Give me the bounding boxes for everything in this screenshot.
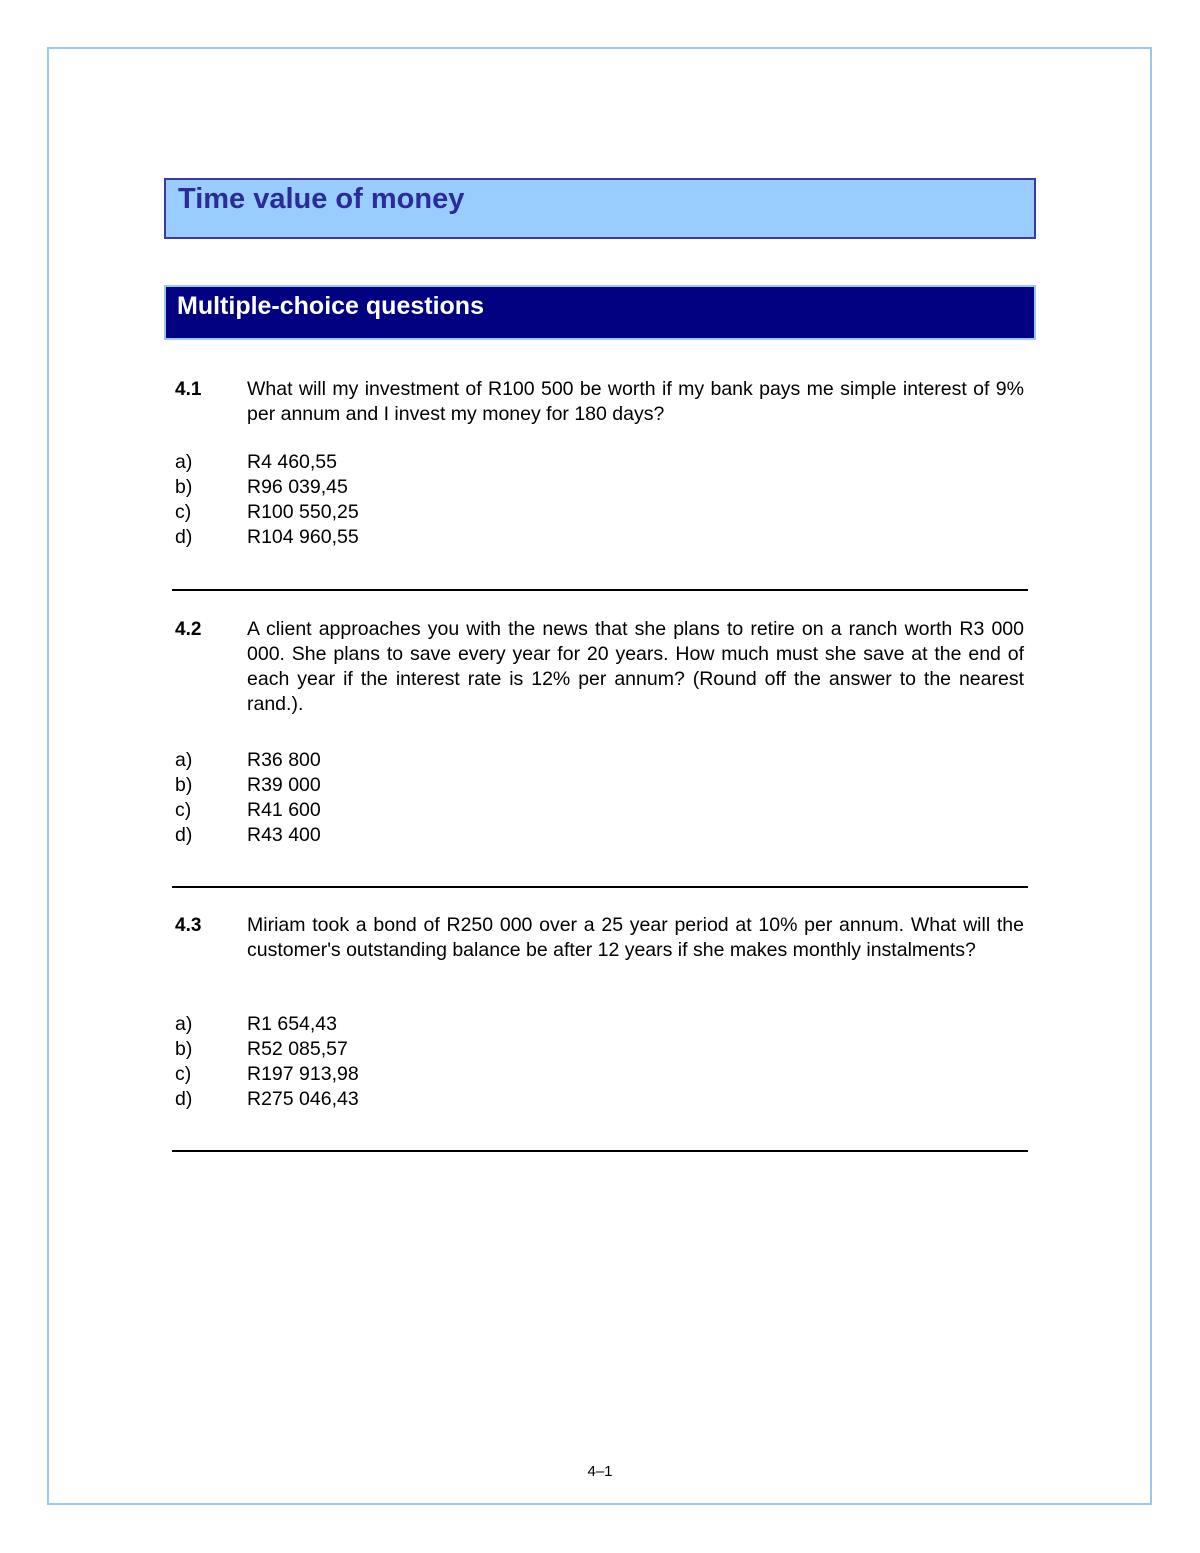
option-value: R36 800 — [247, 749, 321, 771]
answer-option — [173, 500, 773, 525]
question-divider — [172, 1150, 1028, 1152]
option-letter: c) — [175, 1063, 192, 1085]
answer-option — [173, 450, 773, 475]
question-divider — [172, 589, 1028, 591]
option-letter: a) — [175, 1013, 193, 1035]
question-number: 4.2 — [175, 619, 202, 640]
answer-option — [173, 823, 773, 848]
answer-options — [173, 450, 773, 550]
answer-options — [173, 748, 773, 848]
option-value: R197 913,98 — [247, 1063, 359, 1085]
option-value: R39 000 — [247, 774, 321, 796]
page-title: Time value of money — [178, 183, 465, 215]
option-value: R1 654,43 — [247, 1013, 337, 1035]
section-heading: Multiple-choice questions — [177, 292, 484, 320]
answer-option — [173, 1012, 773, 1037]
option-value: R275 046,43 — [247, 1088, 359, 1110]
answer-option — [173, 748, 773, 773]
answer-option — [173, 1087, 773, 1112]
question-number: 4.1 — [175, 379, 202, 400]
option-letter: c) — [175, 501, 192, 523]
section-banner — [164, 285, 1036, 340]
answer-option — [173, 1037, 773, 1062]
option-letter: b) — [175, 774, 193, 796]
question-divider — [172, 886, 1028, 888]
answer-options — [173, 1012, 773, 1112]
answer-option — [173, 475, 773, 500]
title-banner — [164, 178, 1036, 239]
question-text: A client approaches you with the news that she plans to retire on a ranch worth R3 000 000. She plans to save every year for 20 years. How much must she save at the end of each year if the interest rate is 12% per annum? (Round off the answer to the nearest rand.). — [247, 618, 1024, 715]
option-letter: d) — [175, 1088, 193, 1110]
option-value: R96 039,45 — [247, 476, 348, 498]
option-letter: b) — [175, 1038, 193, 1060]
option-value: R100 550,25 — [247, 501, 359, 523]
question-text: What will my investment of R100 500 be worth if my bank pays me simple interest of 9% per annum and I invest my money for 180 days? — [247, 378, 1024, 425]
option-value: R52 085,57 — [247, 1038, 348, 1060]
option-value: R4 460,55 — [247, 451, 337, 473]
option-letter: a) — [175, 749, 193, 771]
answer-option — [173, 773, 773, 798]
option-letter: d) — [175, 526, 193, 548]
page-number: 4–1 — [587, 1463, 613, 1480]
option-letter: c) — [175, 799, 192, 821]
option-letter: a) — [175, 451, 193, 473]
option-value: R43 400 — [247, 824, 321, 846]
option-value: R41 600 — [247, 799, 321, 821]
option-value: R104 960,55 — [247, 526, 359, 548]
answer-option — [173, 1062, 773, 1087]
option-letter: b) — [175, 476, 193, 498]
answer-option — [173, 798, 773, 823]
question-text: Miriam took a bond of R250 000 over a 25 year period at 10% per annum. What will the customer's outstanding balance be after 12 years if she makes monthly instalments? — [247, 914, 1024, 961]
answer-option — [173, 525, 773, 550]
question-number: 4.3 — [175, 915, 202, 936]
option-letter: d) — [175, 824, 193, 846]
